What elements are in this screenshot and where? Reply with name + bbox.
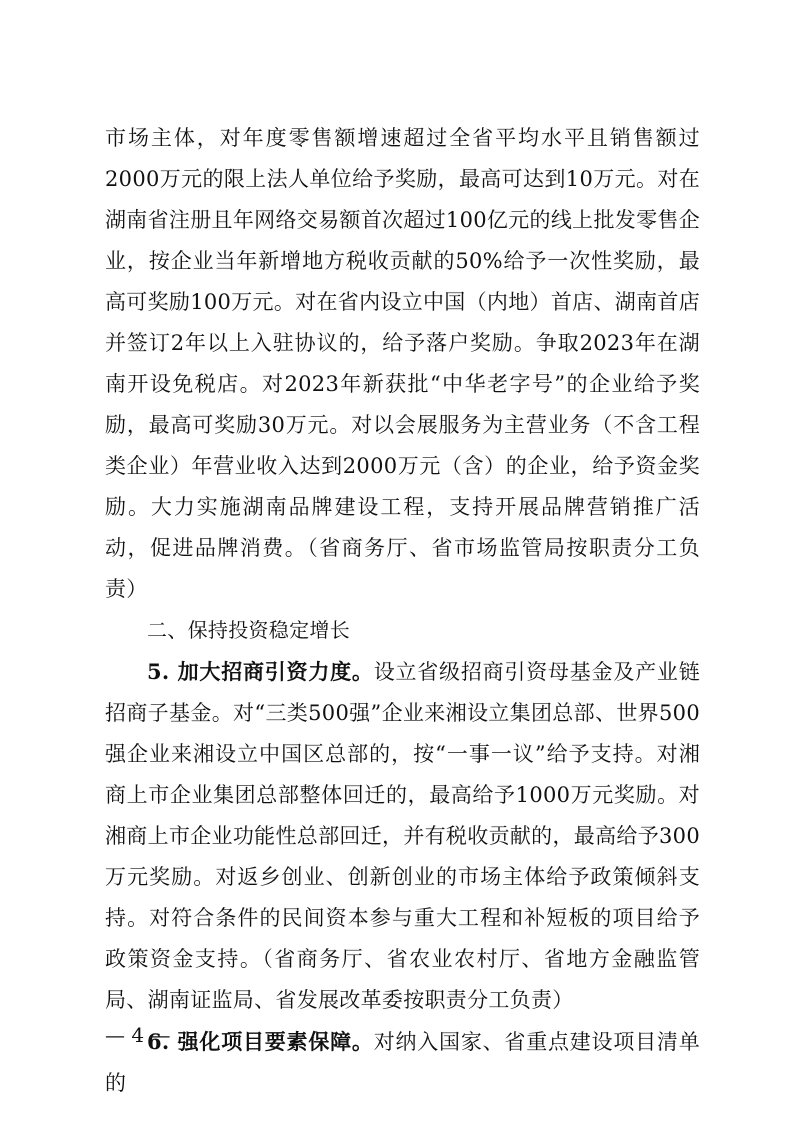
paragraph-consumption-incentives: 市场主体，对年度零售额增速超过全省平均水平且销售额过2000万元的限上法人单位给予奖励，最高可达到10万元。对在湖南省注册且年网络交易额首次超过100亿元的线上批发零售企业，按企业当年新增地方税收贡献的50%给予一次性奖励，最高可奖励100万元。对在省内设立中国（内地）首店、湖南首店并签订2年以上入驻协议的，给予落户奖励。争取2023年在湖南开设免税店。对2023年新获批“中华老字号”的企业给予奖励，最高可奖励30万元。对以会展服务为主营业务（不含工程类企业）年营业收入达到2000万元（含）的企业，给予资金奖励。大力实施湖南品牌建设工程，支持开展品牌营销推广活动，促进品牌消费。（省商务厅、省市场监管局按职责分工负责）	[105, 126, 700, 601]
section-heading-investment: 二、保持投资稳定增长	[147, 618, 350, 642]
page-number: — 4 —	[105, 1023, 171, 1047]
item-6-body: 对纳入国家、省重点建设项目清单的	[105, 1030, 701, 1095]
item-5-body: 设立省级招商引资母基金及产业链招商子基金。对“三类500强”企业来湘设立集团总部、世界500强企业来湘设立中国区总部的，按“一事一议”给予支持。对湘商上市企业集团总部整体回迁的，最高给予1000万元奖励。对湘商上市企业功能性总部回迁，并有税收贡献的，最高给予300万元奖励。对返乡创业、创新创业的市场主体给予政策倾斜支持。对符合条件的民间资本参与重大工程和补短板的项目给予政策资金支持。（省商务厅、省农业农村厅、省地方金融监管局、湖南证监局、省发展改革委按职责分工负责）	[105, 660, 701, 1012]
item-6-title: 6. 强化项目要素保障。	[147, 1029, 374, 1054]
item-5-title: 5. 加大招商引资力度。	[147, 659, 374, 684]
paragraph-item-5	[105, 651, 700, 1021]
body-text	[105, 118, 700, 1104]
paragraph-item-6	[105, 1021, 700, 1104]
